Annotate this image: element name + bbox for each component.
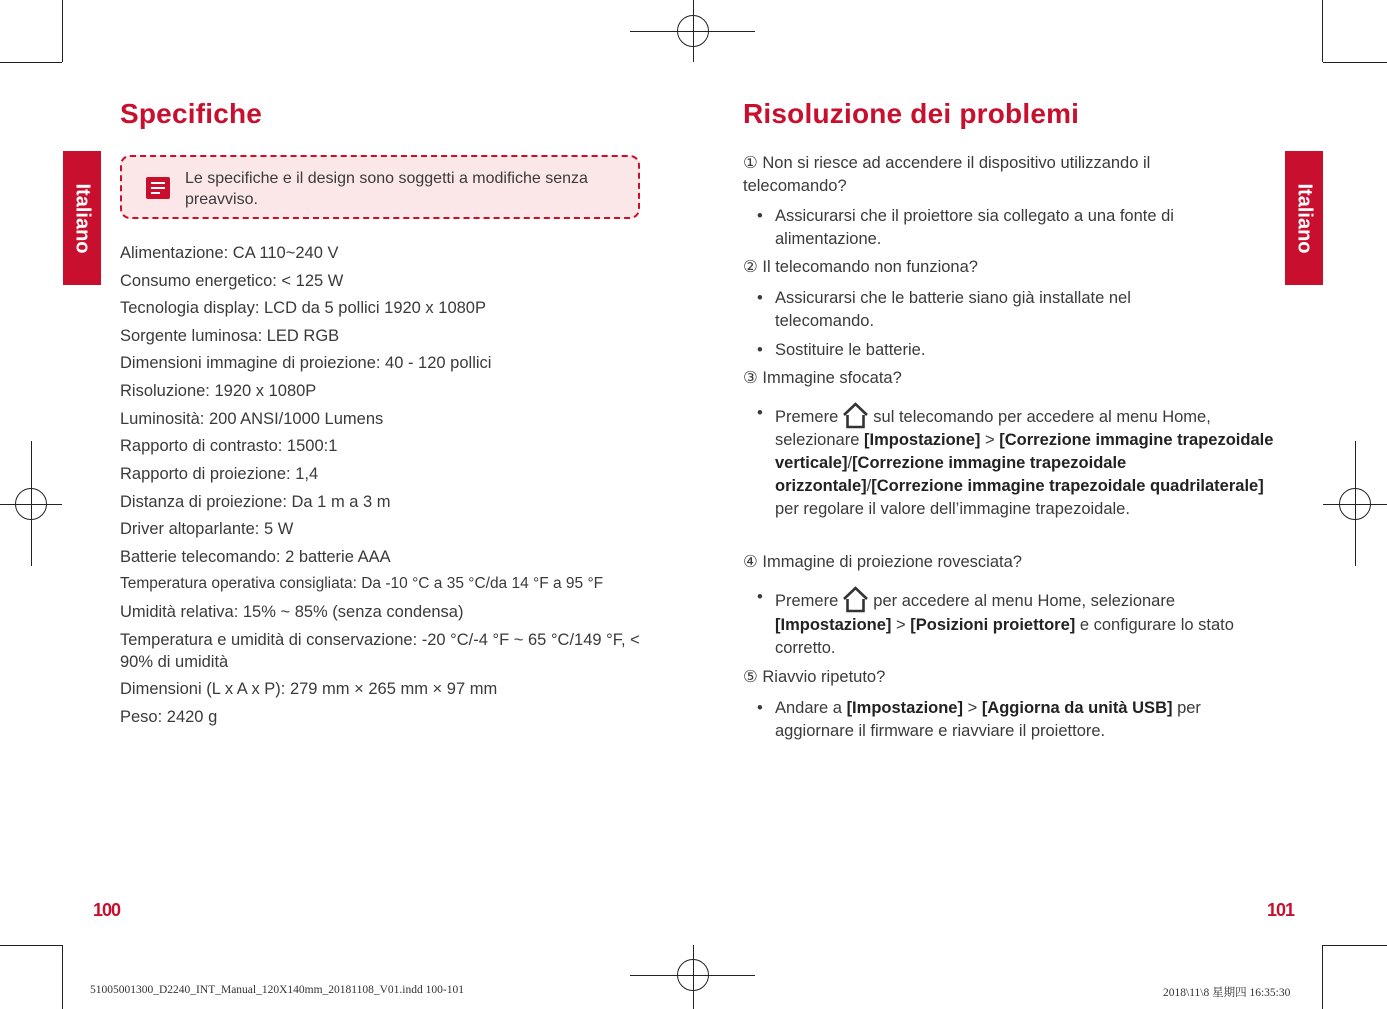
home-icon (842, 402, 869, 429)
text: sul telecomando per accedere al menu Home, (873, 408, 1211, 426)
spec-line: Umidità relativa: 15% ~ 85% (senza condensa) (120, 603, 464, 621)
language-tab-left (63, 151, 101, 285)
home-icon (842, 586, 869, 613)
spec-line: Luminosità: 200 ANSI/1000 Lumens (120, 410, 384, 428)
menu-path: [Impostazione] (775, 616, 892, 634)
text: Andare a (775, 699, 842, 717)
spec-line: Risoluzione: 1920 x 1080P (120, 382, 317, 400)
language-tab-label: Italiano (71, 182, 94, 254)
spec-line: Temperatura e umidità di conservazione: -20 °C/-4 °F ~ 65 °C/149 °F, < 90% di umidità (120, 631, 640, 671)
crop-mark (1322, 0, 1323, 62)
separator: > (967, 699, 978, 717)
spec-line: Dimensioni immagine di proiezione: 40 - 120 pollici (120, 354, 492, 372)
page-number-left: 100 (93, 900, 121, 920)
note-text: Le specifiche e il design sono soggetti a modifiche senza preavviso. (185, 170, 588, 208)
spec-line: Batterie telecomando: 2 batterie AAA (120, 548, 391, 566)
spec-line: Temperatura operativa consigliata: Da -10 °C a 35 °C/da 14 °F a 95 °F (120, 575, 604, 592)
menu-path: [Aggiorna da unità USB] (981, 699, 1173, 717)
question-2: ② Il telecomando non funziona? (743, 258, 978, 276)
spec-line: Sorgente luminosa: LED RGB (120, 327, 340, 345)
spec-line: Distanza di proiezione: Da 1 m a 3 m (120, 493, 391, 511)
spec-line: Rapporto di proiezione: 1,4 (120, 465, 319, 483)
answer-text: Assicurarsi che le batterie siano già installate nel telecomando. (775, 289, 1131, 330)
bullet: • (757, 207, 763, 225)
language-tab-right (1285, 151, 1323, 285)
note-box (120, 155, 640, 219)
menu-path: [Impostazione] (846, 699, 963, 717)
question-1: ① Non si riesce ad accendere il dispositivo utilizzando il telecomando? (743, 154, 1151, 195)
bullet: • (757, 699, 763, 717)
text: e configurare lo stato corretto. (775, 616, 1234, 657)
page-title: Specifiche (120, 98, 263, 129)
text: Premere (775, 408, 839, 426)
registration-circle (677, 15, 709, 47)
crop-mark (1322, 945, 1323, 1009)
print-timestamp: 2018\11\8 星期四 16:35:30 (1163, 987, 1291, 999)
text: selezionare (775, 431, 860, 449)
text: Premere (775, 592, 839, 610)
separator: / (847, 454, 853, 472)
bullet: • (757, 588, 763, 606)
separator: > (896, 616, 906, 634)
separator: > (985, 431, 995, 449)
registration-circle (677, 959, 709, 991)
crop-mark (0, 945, 62, 946)
crop-mark (1323, 945, 1387, 946)
question-5: ⑤ Riavvio ripetuto? (743, 668, 886, 686)
page-title: Risoluzione dei problemi (743, 98, 1080, 129)
menu-path: [Correzione immagine trapezoidale verticale] (775, 431, 1274, 472)
menu-path: [Impostazione] (863, 431, 981, 449)
registration-circle (15, 488, 47, 520)
text: per aggiornare il firmware e riavviare il proiettore. (775, 699, 1201, 740)
question-4: ④ Immagine di proiezione rovesciata? (743, 553, 1022, 571)
text: per accedere al menu Home, selezionare (873, 592, 1176, 610)
answer-text: Sostituire le batterie. (775, 341, 926, 359)
language-tab-label: Italiano (1293, 182, 1316, 254)
crop-mark (62, 945, 63, 1009)
bullet: • (757, 404, 763, 422)
page-number-right: 101 (1267, 900, 1295, 920)
question-3: ③ Immagine sfocata? (743, 369, 902, 387)
spec-line: Tecnologia display: LCD da 5 pollici 1920 x 1080P (120, 299, 486, 317)
answer-text (775, 586, 1285, 660)
crop-mark (0, 62, 62, 63)
spec-line: Rapporto di contrasto: 1500:1 (120, 437, 338, 455)
answer-text: Assicurarsi che il proiettore sia collegato a una fonte di alimentazione. (775, 207, 1174, 248)
text: per regolare il valore dell’immagine trapezoidale. (775, 500, 1130, 518)
spec-line: Driver altoparlante: 5 W (120, 520, 294, 538)
spec-line: Dimensioni (L x A x P): 279 mm × 265 mm × 97 mm (120, 680, 498, 698)
spec-line: Consumo energetico: < 125 W (120, 272, 344, 290)
answer-text (775, 402, 1285, 521)
spec-line: Peso: 2420 g (120, 708, 218, 726)
registration-circle (1339, 488, 1371, 520)
note-icon (146, 177, 170, 199)
menu-path: [Correzione immagine trapezoidale quadrilaterale] (871, 477, 1264, 495)
menu-path: [Correzione immagine trapezoidale orizzontale] (775, 454, 1127, 495)
bullet: • (757, 289, 763, 307)
menu-path: [Posizioni proiettore] (910, 616, 1076, 634)
spec-line: Alimentazione: CA 110~240 V (120, 244, 339, 262)
bullet: • (757, 341, 763, 359)
crop-mark (1323, 62, 1387, 63)
separator: / (866, 477, 872, 495)
file-info: 51005001300_D2240_INT_Manual_120X140mm_20181108_V01.indd 100-101 (90, 984, 464, 996)
crop-mark (62, 0, 63, 62)
answer-text (775, 697, 1245, 743)
